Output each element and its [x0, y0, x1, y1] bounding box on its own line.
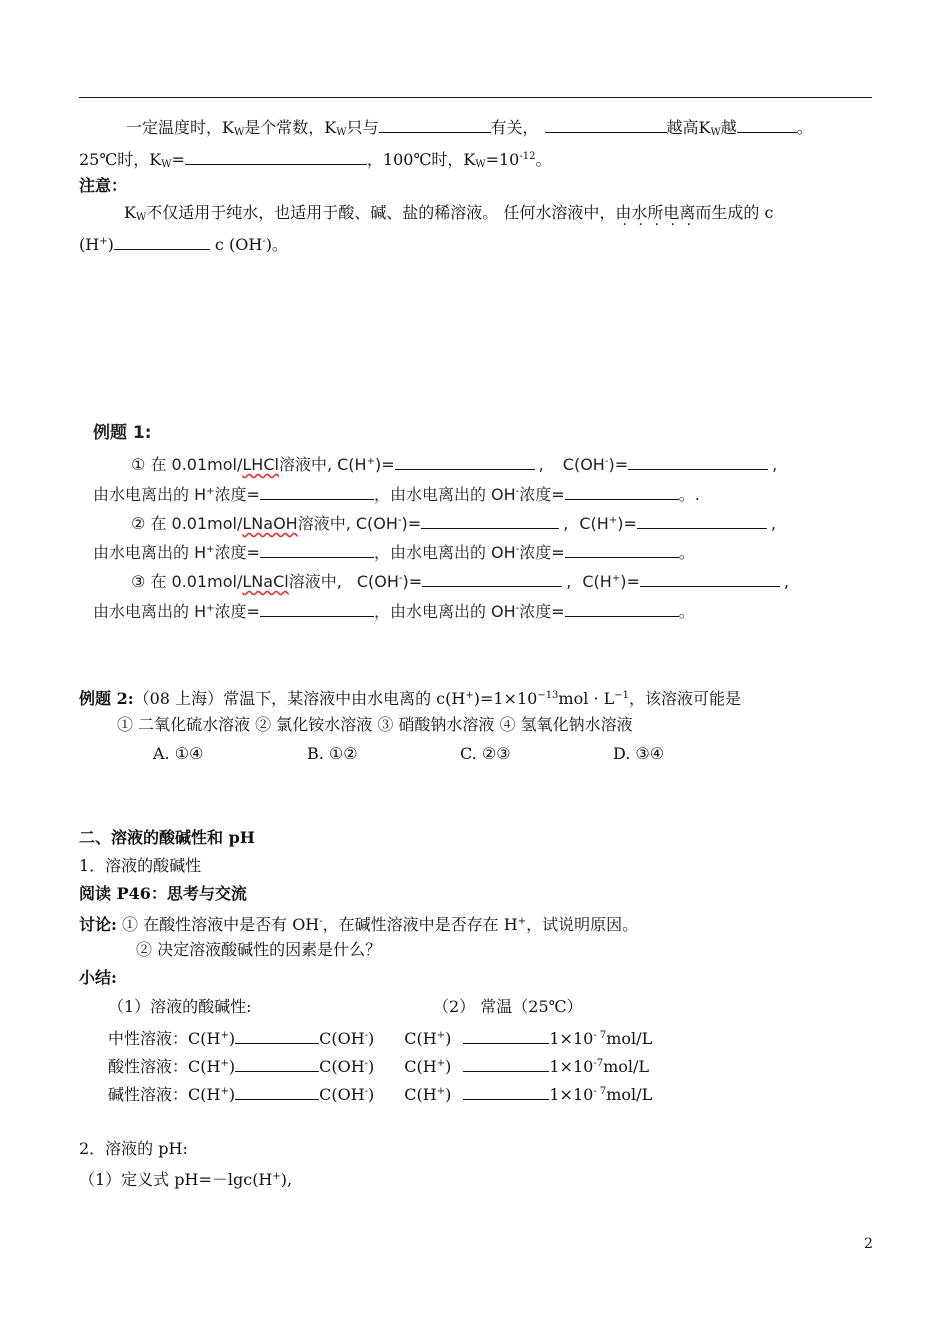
text: 一定温度时，K	[126, 118, 234, 137]
text: C(OH	[562, 455, 605, 474]
summary-left-heading: （1）溶液的酸碱性:	[108, 997, 252, 1016]
emphasis-char: 水	[631, 203, 648, 222]
superscript: -	[364, 1086, 369, 1097]
superscript: -	[397, 515, 402, 526]
superscript: -	[364, 1058, 369, 1069]
text: 。	[796, 118, 813, 137]
superscript: -	[319, 916, 323, 927]
text: )	[107, 235, 114, 254]
ph-definition	[79, 1167, 292, 1190]
subsection-title: 2．溶液的 pH:	[79, 1139, 188, 1158]
superscript: -	[262, 236, 266, 247]
example2-label: 例题 2:	[79, 689, 134, 708]
text: 25℃时，K	[79, 150, 162, 169]
superscript: +	[99, 236, 108, 247]
example1-row	[93, 482, 700, 505]
text: )	[445, 1057, 452, 1076]
text: ① 在酸性溶液中是否有 OH	[122, 915, 320, 934]
fill-blank[interactable]	[545, 118, 667, 133]
text: 浓度=	[214, 543, 260, 562]
solute: LNaOH	[242, 514, 298, 533]
text: 在 0.01mol/	[150, 514, 243, 533]
emphasis-char: 由	[615, 203, 632, 222]
text: （1）定义式 pH=－lgc(H	[79, 1170, 273, 1189]
superscript: -	[515, 544, 520, 555]
fill-blank[interactable]	[565, 543, 679, 558]
circled-number: ②	[131, 514, 146, 533]
superscript: +	[436, 1086, 446, 1097]
text: （08 上海）常温下，某溶液中由水电离的 c(H	[133, 689, 466, 708]
text: 在 0.01mol/	[150, 455, 243, 474]
page-number: 2	[864, 1236, 873, 1252]
text: mol · L	[558, 689, 615, 708]
fill-blank[interactable]	[235, 1085, 319, 1100]
choice-b[interactable]: B. ①②	[307, 744, 358, 763]
superscript: −13	[537, 690, 559, 701]
kw-line-3	[124, 203, 773, 228]
text: 浓度=	[214, 602, 260, 621]
superscript: −1	[614, 690, 629, 701]
summary-right-heading: （2） 常温（25℃）	[433, 997, 583, 1016]
superscript: +	[366, 456, 375, 467]
text: C(H	[404, 1057, 437, 1076]
kw-line-4	[79, 232, 288, 255]
text: 。	[535, 150, 552, 169]
text: ，该溶液可能是	[628, 689, 741, 708]
fill-blank[interactable]	[185, 150, 367, 165]
emphasis-char: 离	[679, 203, 696, 222]
summary-row-neutral	[108, 1026, 652, 1049]
text: ),	[280, 1170, 293, 1189]
example1-row	[131, 452, 777, 475]
text: (H	[79, 235, 100, 254]
text: ,	[538, 455, 549, 474]
discussion-1	[79, 912, 638, 935]
note-label: 注意：	[79, 176, 128, 195]
fill-blank[interactable]	[628, 455, 768, 470]
emphasis-char: 所	[647, 203, 664, 222]
text: 1×10	[549, 1029, 594, 1048]
text: C(H	[404, 1029, 437, 1048]
superscript: -	[364, 1030, 369, 1041]
text: C(H	[579, 514, 609, 533]
fill-blank[interactable]	[235, 1057, 319, 1072]
discussion-2: ② 决定溶液酸碱性的因素是什么？	[136, 940, 382, 959]
choice-a[interactable]: A. ①④	[153, 744, 204, 763]
superscript: +	[220, 1058, 229, 1069]
text: mol/L	[606, 1029, 653, 1048]
text: )	[368, 1029, 375, 1048]
text: 由水电离出的 H	[93, 543, 207, 562]
superscript: -	[398, 573, 403, 584]
superscript: +	[436, 1058, 446, 1069]
choice-c[interactable]: C. ②③	[460, 744, 511, 763]
fill-blank[interactable]	[565, 602, 679, 617]
solute: LNaCl	[242, 572, 289, 591]
text: ,	[783, 572, 789, 591]
text: )	[445, 1085, 452, 1104]
kw-line-1	[126, 118, 813, 143]
subscript: W	[233, 127, 245, 138]
superscript: +	[611, 573, 621, 584]
fill-blank[interactable]	[260, 485, 374, 500]
text: ,	[772, 455, 778, 474]
text: 在 0.01mol/	[150, 572, 243, 591]
subsection-title: 1．溶液的酸碱性	[79, 856, 202, 875]
fill-blank[interactable]	[640, 572, 780, 587]
superscript: +	[272, 1171, 281, 1182]
fill-blank[interactable]	[260, 602, 374, 617]
text: ,	[770, 514, 776, 533]
superscript: +	[206, 544, 215, 555]
text: 浓度=	[519, 543, 565, 562]
summary-row-basic	[108, 1082, 652, 1105]
text: C(OH	[319, 1029, 365, 1048]
text: )	[368, 1057, 375, 1076]
text: )	[228, 1057, 236, 1076]
superscript: +	[206, 603, 215, 614]
text: 是个常数，K	[244, 118, 337, 137]
text: )=1×10	[473, 689, 538, 708]
text: C(H	[188, 1085, 221, 1104]
text: K	[124, 203, 136, 222]
fill-blank[interactable]	[235, 1029, 319, 1044]
text: )=	[374, 455, 395, 474]
example1-row	[131, 569, 789, 592]
text: C(OH	[319, 1057, 365, 1076]
subscript: W	[135, 212, 147, 223]
text: 溶液中,	[297, 514, 356, 533]
fill-blank[interactable]	[422, 572, 562, 587]
example1-row	[93, 540, 695, 563]
superscript: +	[436, 1030, 446, 1041]
summary-row-acidic	[108, 1054, 649, 1077]
superscript: -	[515, 486, 520, 497]
text: 越	[720, 118, 737, 137]
text: ，由水电离出的 OH	[373, 485, 516, 504]
text: ，由水电离出的 OH	[373, 602, 516, 621]
example2-question	[79, 686, 741, 709]
text: )=	[608, 455, 629, 474]
subscript: W	[336, 127, 347, 138]
text: 。.	[678, 485, 700, 504]
text: 而生成的 c	[695, 203, 774, 222]
text: )=	[617, 514, 637, 533]
text: ,	[563, 514, 574, 533]
text: c (OH	[209, 235, 263, 254]
text: =10	[485, 150, 520, 169]
emphasis-char: 电	[663, 203, 680, 222]
text: )	[368, 1085, 375, 1104]
fill-blank[interactable]	[463, 1029, 549, 1044]
circled-number: ③	[131, 572, 146, 591]
text: )	[445, 1029, 452, 1048]
text: ，由水电离出的 OH	[373, 543, 516, 562]
text: ,	[566, 572, 577, 591]
text: 有关，	[490, 118, 539, 137]
text: C(H	[337, 455, 367, 474]
fill-blank[interactable]	[114, 235, 210, 250]
text: 由水电离出的 H	[93, 602, 207, 621]
reading-title: 阅读 P46：思考与交流	[79, 884, 247, 903]
text: 不仅适用于纯水，也适用于酸、碱、盐的稀溶液。 任何水溶液中，	[146, 203, 616, 222]
superscript: +	[220, 1030, 229, 1041]
text: 只与	[346, 118, 379, 137]
text: )	[228, 1085, 236, 1104]
superscript: -	[604, 456, 609, 467]
text: 由水电离出的 H	[93, 485, 207, 504]
text: 1×10	[549, 1057, 594, 1076]
text: mol/L	[603, 1057, 650, 1076]
superscript: - 7	[593, 1030, 607, 1041]
text: 越高K	[666, 118, 711, 137]
superscript: -12	[519, 151, 536, 162]
fill-blank[interactable]	[379, 118, 491, 133]
text: C(H	[404, 1085, 437, 1104]
choice-d[interactable]: D. ③④	[613, 744, 665, 763]
fill-blank[interactable]	[260, 543, 374, 558]
fill-blank[interactable]	[637, 514, 767, 529]
text: 1×10	[549, 1085, 594, 1104]
text: )=	[401, 514, 422, 533]
solution-type: 中性溶液：	[108, 1029, 189, 1048]
text: mol/L	[606, 1085, 653, 1104]
text: ，试说明原因。	[526, 915, 639, 934]
text: ，在碱性溶液中是否存在 H	[322, 915, 518, 934]
superscript: +	[517, 916, 527, 927]
solution-type: 酸性溶液：	[108, 1057, 189, 1076]
summary-label: 小结:	[79, 968, 117, 987]
solute: LHCl	[242, 455, 279, 474]
fill-blank[interactable]	[395, 455, 535, 470]
text: )=	[402, 572, 423, 591]
text: 浓度=	[519, 602, 565, 621]
kw-line-2	[79, 147, 551, 175]
fill-blank[interactable]	[421, 514, 559, 529]
discussion-label: 讨论:	[79, 915, 117, 934]
text: C(OH	[319, 1085, 365, 1104]
text: C(OH	[355, 514, 398, 533]
superscript: +	[206, 486, 215, 497]
circled-number: ①	[131, 455, 146, 474]
text: C(H	[188, 1029, 221, 1048]
superscript: -	[515, 603, 520, 614]
text: C(H	[188, 1057, 221, 1076]
superscript: +	[220, 1086, 229, 1097]
solution-type: 碱性溶液：	[108, 1085, 189, 1104]
superscript: +	[465, 690, 474, 701]
example1-row	[131, 511, 776, 534]
subscript: W	[161, 159, 172, 170]
example2-options: ① 二氧化硫水溶液 ② 氯化铵水溶液 ③ 硝酸钠水溶液 ④ 氢氧化钠水溶液	[117, 715, 633, 734]
text: 。	[678, 602, 695, 621]
text: C(OH	[356, 572, 399, 591]
text: ，100℃时，K	[366, 150, 476, 169]
text: 。	[678, 543, 695, 562]
example1-title: 例题 1:	[93, 423, 152, 443]
superscript: +	[608, 515, 618, 526]
text: C(H	[582, 572, 612, 591]
text: )=	[620, 572, 640, 591]
superscript: -7	[593, 1058, 604, 1069]
section-heading: 二、溶液的酸碱性和 pH	[79, 828, 255, 847]
text: 浓度=	[214, 485, 260, 504]
subscript: W	[710, 127, 721, 138]
fill-blank[interactable]	[565, 485, 679, 500]
subscript: W	[475, 159, 486, 170]
text: )	[228, 1029, 236, 1048]
superscript: - 7	[593, 1086, 607, 1097]
text: )。	[265, 235, 288, 254]
example1-row	[93, 599, 695, 622]
text: =	[171, 150, 185, 169]
text: 浓度=	[519, 485, 565, 504]
text: 溶液中,	[288, 572, 347, 591]
text: 溶液中,	[278, 455, 338, 474]
fill-blank[interactable]	[463, 1085, 549, 1100]
fill-blank[interactable]	[463, 1057, 549, 1072]
header-rule	[79, 97, 872, 98]
fill-blank[interactable]	[737, 118, 797, 133]
